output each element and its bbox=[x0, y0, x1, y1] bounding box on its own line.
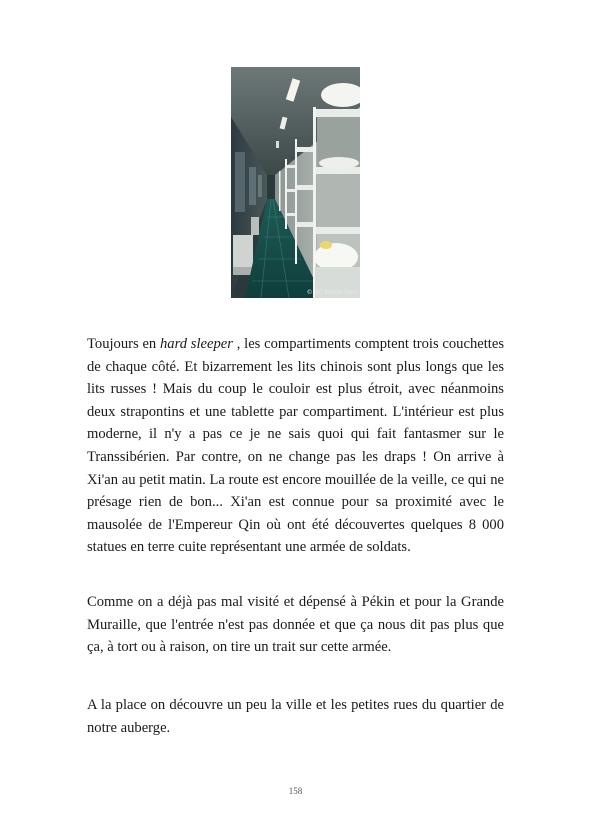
paragraph-1-start: Toujours en bbox=[87, 336, 160, 352]
paragraph-1-emphasis: hard sleeper bbox=[160, 336, 233, 352]
train-corridor-photo bbox=[231, 67, 360, 298]
paragraph-2: Comme on a déjà pas mal visité et dépensé à Pékin et pour la Grande Muraille, que l'entrée n'est pas donnée et que ça nous dit pas plus que ça, à tort ou à raison, on tire un trait sur cette armée. bbox=[87, 594, 504, 656]
page-number: 158 bbox=[288, 786, 303, 796]
photo-watermark: © AC World Tour bbox=[306, 289, 357, 296]
paragraph-1-rest: , les compartiments comptent trois couchettes de chaque côté. Et bizarrement les lits chinois sont plus longs que les lits russes ! Mais du coup le couloir est plus étroit, avec néanmoins deux strapontins et une tablette par compartiment. L'intérieur est plus moderne, il n'y a pas ce je ne sais quoi qui fait fantasmer sur le Transsibérien. Par contre, on ne change pas les draps ! On arrive à Xi'an au petit matin. La route est encore mouillée de la veille, ce qui ne présage rien de bon... Xi'an est connue pour sa proximité avec le mausolée de l'Empereur Qin où ont été découvertes quelques 8 000 statues en terre cuite représentant une armée de soldats. bbox=[87, 336, 505, 556]
train-corridor-illustration bbox=[231, 67, 360, 298]
paragraph-1 bbox=[87, 333, 504, 559]
paragraph-3: A la place on découvre un peu la ville et les petites rues du quartier de notre auberge. bbox=[87, 697, 504, 736]
